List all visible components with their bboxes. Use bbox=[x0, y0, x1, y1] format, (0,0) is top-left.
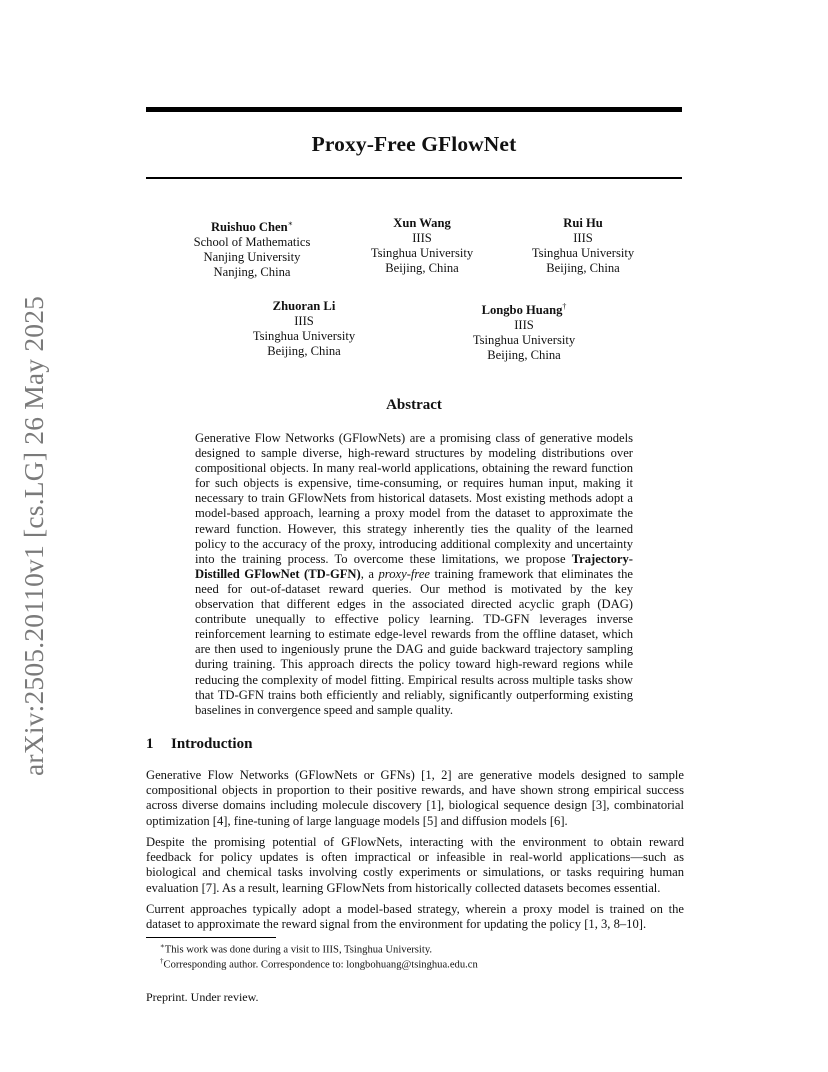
author-affiliation: IIIS bbox=[514, 318, 534, 333]
footnote-text: This work was done during a visit to IIIS, Tsinghua University. bbox=[164, 944, 433, 956]
author-affiliation: Beijing, China bbox=[385, 261, 459, 275]
section-number: 1 bbox=[146, 736, 154, 752]
abstract-emphasis: proxy-free bbox=[378, 566, 430, 581]
author-affiliation: IIIS bbox=[294, 314, 314, 328]
author-affiliation: Tsinghua University bbox=[370, 246, 474, 260]
author-name: Longbo Huang bbox=[481, 303, 563, 318]
author-name: Zhuoran Li bbox=[272, 299, 336, 313]
author-affiliation: Tsinghua University bbox=[252, 329, 356, 343]
author-block bbox=[503, 216, 663, 276]
footnote-mark: ∗ bbox=[160, 942, 165, 950]
author-affiliation: Beijing, China bbox=[546, 261, 620, 275]
paragraph: Current approaches typically adopt a model-based strategy, wherein a proxy model is trained on the dataset to approximate the reward signal from the environment for updating the policy [1, 3, 8–10]. bbox=[146, 902, 684, 932]
author-affiliation: Beijing, China bbox=[267, 344, 341, 358]
author-block bbox=[342, 216, 502, 276]
footnote-text: Corresponding author. Correspondence to: longbohuang@tsinghua.edu.cn bbox=[163, 959, 478, 971]
footnote-rule bbox=[146, 937, 276, 938]
abstract-body bbox=[195, 431, 633, 718]
title-top-rule bbox=[146, 107, 682, 112]
author-affiliation: School of Mathematics bbox=[193, 235, 311, 250]
footnote-mark: † bbox=[160, 957, 164, 965]
paper-title: Proxy-Free GFlowNet bbox=[311, 132, 517, 156]
author-affiliation: IIIS bbox=[573, 231, 593, 245]
abstract-heading: Abstract bbox=[386, 397, 442, 413]
abstract-text: , a bbox=[360, 566, 379, 581]
abstract-text: training framework that eliminates the need for out-of-dataset reward queries. Our method is motivated by the key observation that different edges in the associated directed acyclic graph (DAG) contribute unequally to effective policy learning. TD-GFN leverages inverse reinforcement learning to estimate edge-level rewards from the offline dataset, which are then used to ingeniously prune the DAG and guide backward trajectory sampling during training. This approach directs the policy toward high-reward regions while reducing the complexity of model fitting. Empirical results across multiple tasks show that TD-GFN trains both efficiently and reliably, significantly outperforming existing baselines in convergence speed and sample quality. bbox=[195, 566, 633, 717]
author-name: Ruishuo Chen bbox=[210, 220, 288, 235]
abstract-text: Generative Flow Networks (GFlowNets) are a promising class of generative models designed to sample diverse, high-reward structures by modeling distributions over compositional objects. In many real-world applications, obtaining the reward function for such objects is expensive, time-consuming, or requires human input, making it necessary to train GFlowNets from historical datasets. Most existing methods adopt a model-based approach, learning a proxy model from the dataset to approximate the reward function. However, this strategy inherently ties the quality of the learned policy to the accuracy of the proxy, introducing additional complexity and uncertainty into the training process. To overcome these limitations, we propose bbox=[195, 431, 633, 566]
title-bottom-rule bbox=[146, 177, 682, 179]
author-affiliation: Tsinghua University bbox=[531, 246, 635, 260]
paragraph: Generative Flow Networks (GFlowNets or GFNs) [1, 2] are generative models designed to sample compositional objects in proportion to their positive rewards, and have shown strong empirical success across diverse domains including molecule discovery [1], biological sequence design [3], combinatorial optimization [4], fine-tuning of large language models [5] and diffusion models [6]. bbox=[146, 768, 684, 828]
preprint-footer: Preprint. Under review. bbox=[146, 990, 259, 1004]
author-mark: ∗ bbox=[287, 219, 294, 228]
author-name: Xun Wang bbox=[393, 216, 451, 230]
author-affiliation: Beijing, China bbox=[487, 348, 561, 363]
author-block bbox=[444, 299, 604, 363]
author-affiliation: Nanjing, China bbox=[213, 265, 291, 280]
author-block bbox=[224, 299, 384, 359]
arxiv-id: arXiv:2505.20110v1 [cs.LG] 26 May 2025 bbox=[18, 295, 49, 776]
author-mark: † bbox=[562, 302, 567, 311]
author-block bbox=[172, 216, 332, 280]
author-name: Rui Hu bbox=[563, 216, 603, 230]
footnote bbox=[160, 955, 478, 972]
section-title: Introduction bbox=[171, 736, 253, 752]
author-affiliation: Tsinghua University bbox=[472, 333, 576, 348]
section-heading bbox=[146, 736, 252, 753]
abstract-method-name: Trajectory-Distilled GFlowNet (TD-GFN) bbox=[195, 551, 633, 581]
paragraph: Despite the promising potential of GFlowNets, interacting with the environment to obtain reward feedback for policy updates is often impractical or infeasible in real-world applications—such as biological and chemical tasks involving costly experiments or simulations, or tasks requiring human evaluation [7]. As a result, learning GFlowNets from historically collected datasets becomes essential. bbox=[146, 835, 684, 895]
author-affiliation: IIIS bbox=[412, 231, 432, 245]
author-affiliation: Nanjing University bbox=[203, 250, 301, 265]
